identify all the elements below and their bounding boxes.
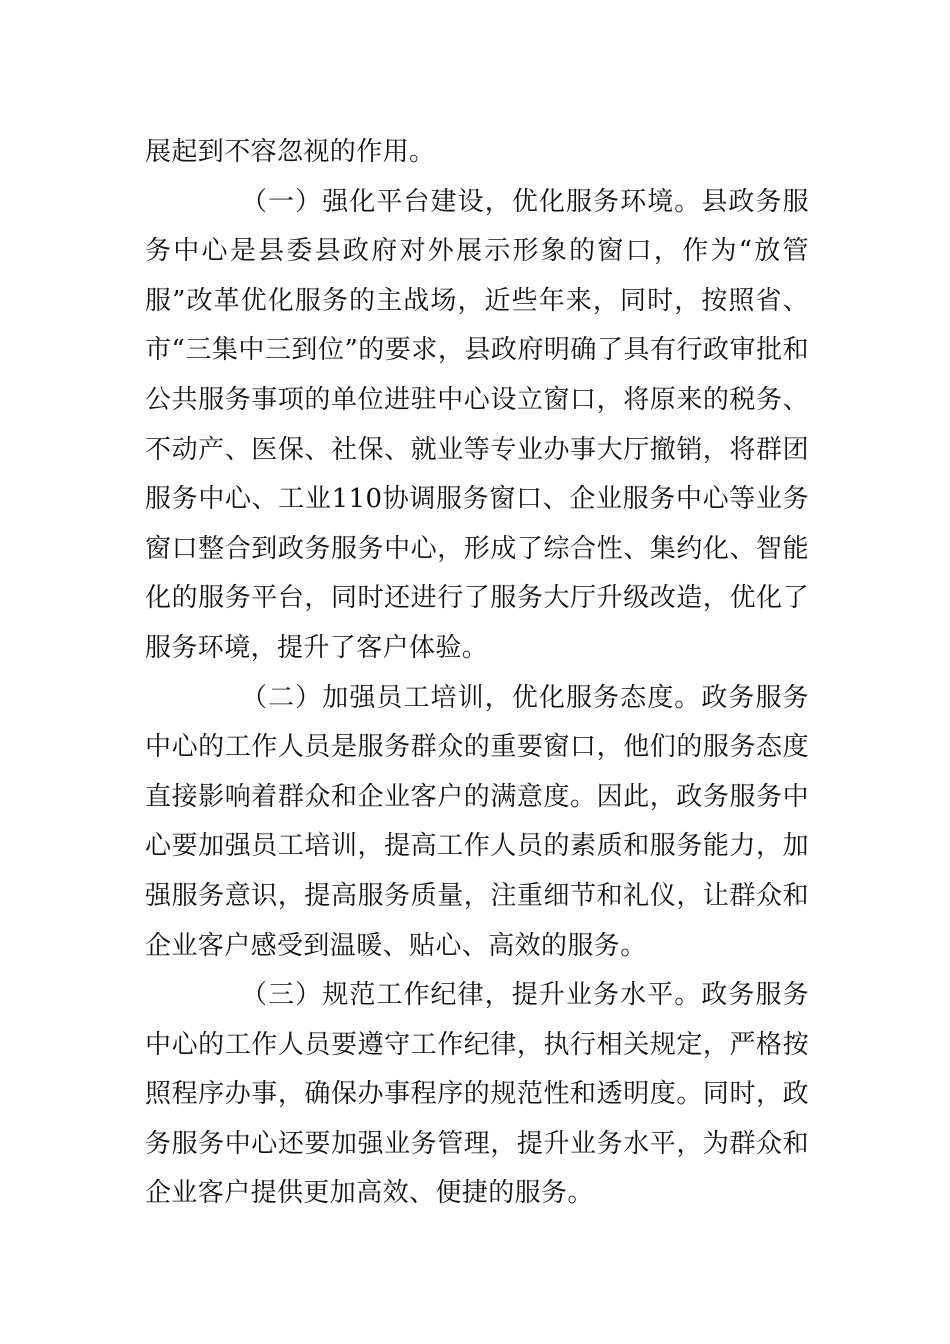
- paragraph-section-1: （一）强化平台建设，优化服务环境。县政务服务中心是县委县政府对外展示形象的窗口，作为“放管服”改革优化服务的主战场，近些年来，同时，按照省、市“三集中三到位”的要求，县政府明确了具有行政审批和公共服务事项的单位进驻中心设立窗口，将原来的税务、不动产、医保、社保、就业等专业办事大厅撤销，将群团服务中心、工业110协调服务窗口、企业服务中心等业务窗口整合到政务服务中心，形成了综合性、集约化、智能化的服务平台，同时还进行了服务大厅升级改造，优化了服务环境，提升了客户体验。: [145, 186, 809, 663]
- paragraph-section-3: （三）规范工作纪律，提升业务水平。政务服务中心的工作人员要遵守工作纪律，执行相关规定，严格按照程序办事，确保办事程序的规范性和透明度。同时，政务服务中心还要加强业务管理，提升业务水平，为群众和企业客户提供更加高效、便捷的服务。: [145, 980, 809, 1209]
- paragraph-section-2: （二）加强员工培训，优化服务态度。政务服务中心的工作人员是服务群众的重要窗口，他们的服务态度直接影响着群众和企业客户的满意度。因此，政务服务中心要加强员工培训，提高工作人员的素质和服务能力，加强服务意识，提高服务质量，注重细节和礼仪，让群众和企业客户感受到温暖、贴心、高效的服务。: [145, 682, 809, 961]
- paragraph-continuation: 展起到不容忽视的作用。: [145, 137, 436, 167]
- document-body: [145, 128, 809, 1219]
